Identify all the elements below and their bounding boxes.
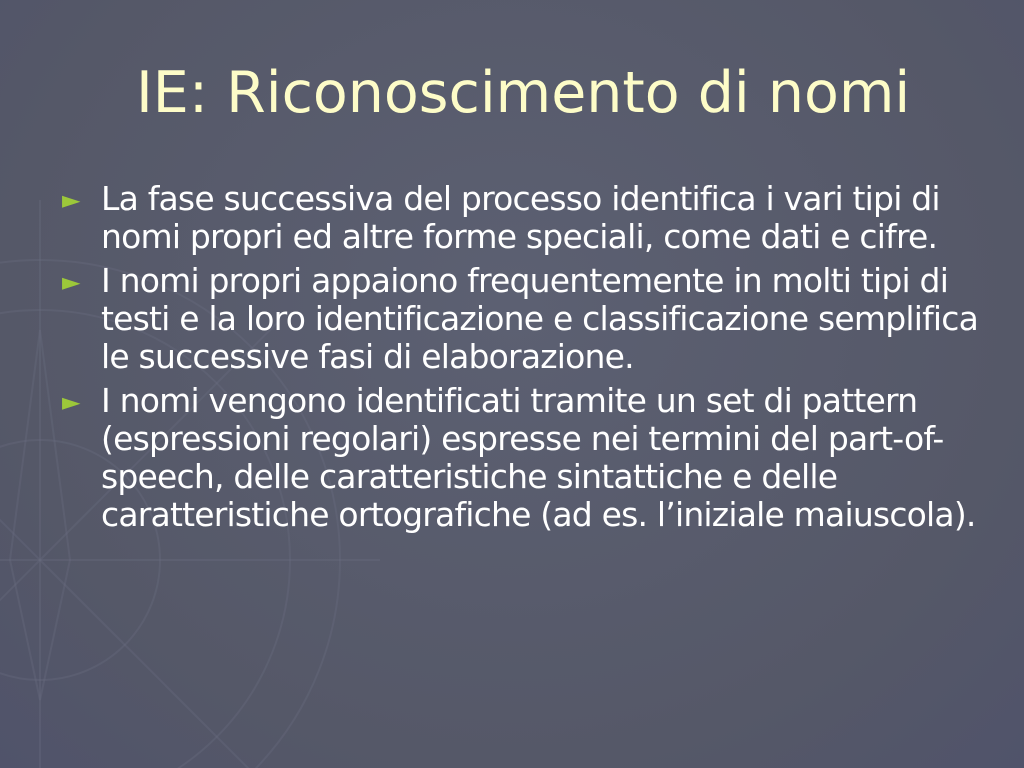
bullet-item	[62, 382, 982, 534]
bullet-arrow-icon: ►	[62, 268, 81, 296]
bullet-text: I nomi vengono identificati tramite un set di pattern (espressioni regolari) espresse nei termini del part-of-speech, delle caratteristiche sintattiche e delle caratteristiche ortografiche (ad es. l’iniziale maiuscola).	[101, 381, 976, 534]
bullet-arrow-icon: ►	[62, 186, 81, 214]
bullet-text: I nomi propri appaiono frequentemente in molti tipi di testi e la loro identificazione e classificazione semplifica le successive fasi di elaborazione.	[101, 261, 979, 376]
bullet-item	[62, 262, 982, 376]
slide-title: IE: Riconoscimento di nomi	[136, 60, 911, 126]
bullet-list	[62, 180, 982, 540]
bullet-item	[62, 180, 982, 256]
bullet-text: La fase successiva del processo identifica i vari tipi di nomi propri ed altre forme speciali, come dati e cifre.	[101, 179, 940, 256]
bullet-arrow-icon: ►	[62, 388, 81, 416]
